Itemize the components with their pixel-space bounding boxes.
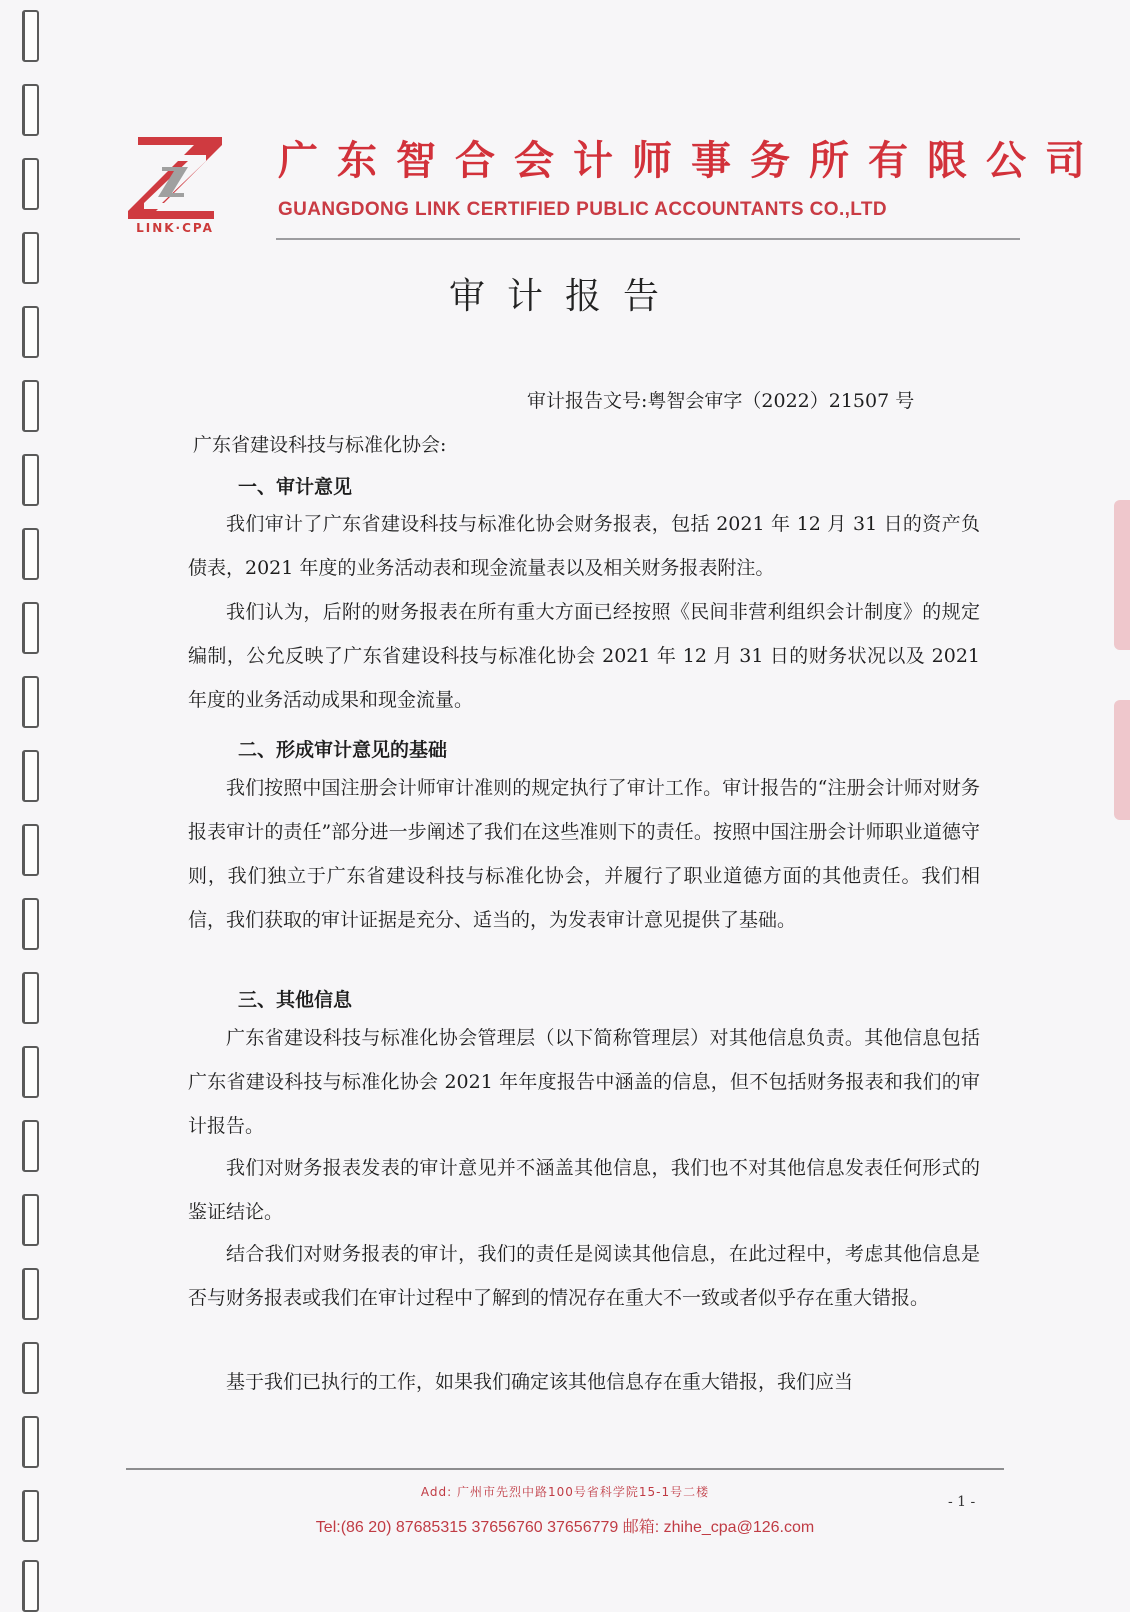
binding-hole [22, 1120, 39, 1172]
company-name-en: GUANGDONG LINK CERTIFIED PUBLIC ACCOUNTANTS CO.,LTD [278, 199, 888, 220]
footer-address: Add: 广州市先烈中路100号省科学院15-1号二楼 [420, 1485, 710, 1499]
company-name-cn: 广东智合会计师事务所有限公司 [278, 138, 1104, 184]
binding-hole [22, 824, 39, 876]
z-logo-icon [122, 131, 228, 219]
company-logo [122, 131, 228, 241]
binding-hole [22, 1342, 39, 1394]
section-heading: 三、其他信息 [238, 989, 353, 1011]
paragraph: 结合我们对财务报表的审计，我们的责任是阅读其他信息，在此过程中，考虑其他信息是否与财务报表或我们在审计过程中了解到的情况存在重大不一致或者似乎存在重大错报。 [188, 1243, 980, 1309]
binding-hole [22, 676, 39, 728]
paragraph: 广东省建设科技与标准化协会管理层（以下简称管理层）对其他信息负责。其他信息包括广东省建设科技与标准化协会 2021 年年度报告中涵盖的信息，但不包括财务报表和我们的审计报告。 [188, 1027, 980, 1137]
binding-holes [18, 0, 48, 1600]
binding-hole [22, 380, 39, 432]
seal-edge-mark [1114, 700, 1130, 820]
footer-divider [126, 1468, 1004, 1470]
footer-contact: Tel:(86 20) 87685315 37656760 37656779 邮箱: zhihe_cpa@126.com [315, 1519, 815, 1536]
addressee: 广东省建设科技与标准化协会: [193, 434, 447, 456]
binding-hole [22, 1416, 39, 1468]
header-divider [276, 238, 1020, 240]
binding-hole [22, 972, 39, 1024]
seal-edge-mark [1114, 500, 1130, 650]
letterhead [120, 125, 1104, 245]
report-number: 审计报告文号:粤智会审字（2022）21507 号 [527, 390, 915, 412]
binding-hole [22, 1194, 39, 1246]
binding-hole [22, 528, 39, 580]
binding-hole [22, 1046, 39, 1098]
paragraph: 基于我们已执行的工作，如果我们确定该其他信息存在重大错报，我们应当 [226, 1371, 854, 1393]
binding-hole [22, 10, 39, 62]
section-heading: 一、审计意见 [238, 476, 353, 498]
binding-hole [22, 750, 39, 802]
binding-hole [22, 898, 39, 950]
paragraph: 我们审计了广东省建设科技与标准化协会财务报表，包括 2021 年 12 月 31 日的资产负债表，2021 年度的业务活动表和现金流量表以及相关财务报表附注。 [188, 513, 980, 579]
section-heading: 二、形成审计意见的基础 [238, 739, 448, 761]
binding-hole [22, 158, 39, 210]
logo-text: LINK·CPA [136, 221, 214, 235]
paragraph: 我们对财务报表发表的审计意见并不涵盖其他信息，我们也不对其他信息发表任何形式的鉴证结论。 [188, 1157, 980, 1223]
binding-hole [22, 602, 39, 654]
document-title: 审计报告 [448, 276, 681, 317]
binding-hole [22, 84, 39, 136]
binding-hole [22, 1268, 39, 1320]
page-number: - 1 - [948, 1494, 976, 1510]
binding-hole [22, 1560, 39, 1612]
binding-hole [22, 454, 39, 506]
paragraph: 我们认为，后附的财务报表在所有重大方面已经按照《民间非营利组织会计制度》的规定编制，公允反映了广东省建设科技与标准化协会 2021 年 12 月 31 日的财务状况以及 2021 年度的业务活动成果和现金流量。 [188, 601, 980, 711]
paragraph: 我们按照中国注册会计师审计准则的规定执行了审计工作。审计报告的“注册会计师对财务报表审计的责任”部分进一步阐述了我们在这些准则下的责任。按照中国注册会计师职业道德守则，我们独立于广东省建设科技与标准化协会，并履行了职业道德方面的其他责任。我们相信，我们获取的审计证据是充分、适当的，为发表审计意见提供了基础。 [188, 777, 980, 931]
